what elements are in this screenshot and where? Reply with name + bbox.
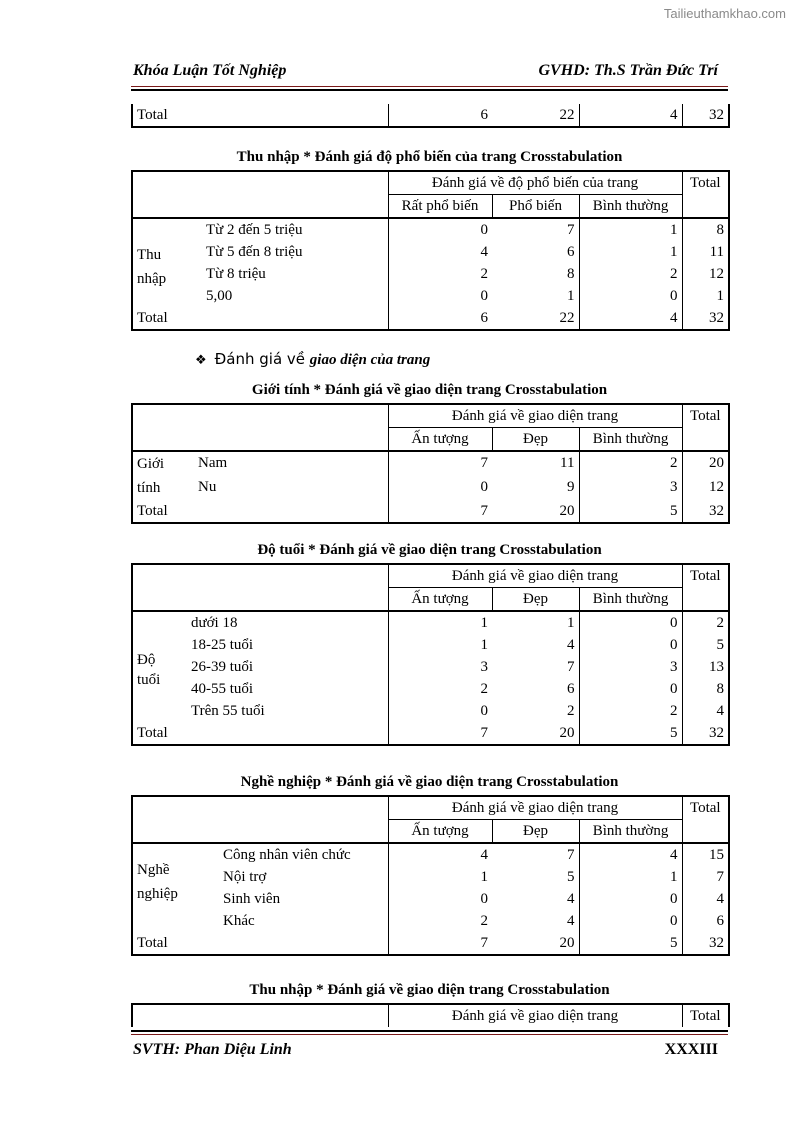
cell: 5 — [567, 869, 575, 885]
table-row — [132, 700, 729, 722]
header-rule — [131, 86, 728, 87]
crosstab-age-interface — [131, 563, 730, 746]
cell: 4 — [388, 843, 492, 866]
total-header: Total — [682, 1004, 729, 1027]
row-label: Khác — [223, 913, 255, 929]
cell: 2 — [579, 451, 682, 476]
cell: 8 — [567, 266, 575, 282]
cell: 1 — [579, 241, 682, 263]
cell: 2 — [567, 703, 575, 719]
total-header: Total — [682, 404, 729, 451]
cell: 6 — [388, 307, 492, 330]
cell: 22 — [492, 307, 579, 330]
cell: 20 — [682, 451, 729, 476]
cell: 6 — [567, 681, 575, 697]
table-row — [132, 241, 729, 263]
cell: 1 — [567, 615, 575, 631]
group-header: Đánh giá về độ phổ biến của trang — [388, 171, 682, 195]
cell: 0 — [388, 218, 492, 241]
table-title: Nghề nghiệp * Đánh giá về giao diện trang Crosstabulation — [240, 774, 619, 790]
total-label: Total — [132, 722, 388, 745]
table-title: Thu nhập * Đánh giá về giao diện trang Crosstabulation — [249, 982, 610, 998]
col-header: Rất phổ biến — [388, 195, 492, 219]
col-header: Bình thường — [579, 195, 682, 219]
header-left-title: Khóa Luận Tốt Nghiệp — [133, 62, 287, 79]
total-header: Total — [682, 564, 729, 611]
cell: 22 — [492, 104, 579, 127]
cell: 7 — [567, 222, 575, 238]
table-row — [132, 104, 729, 127]
cell: 0 — [579, 678, 682, 700]
table-total-row — [132, 307, 729, 330]
cell: 20 — [492, 500, 579, 523]
cell: 5 — [682, 634, 729, 656]
header-rule-2 — [131, 89, 728, 91]
table-row — [132, 218, 729, 241]
row-label: Từ 2 đến 5 triệu — [206, 222, 303, 238]
row-label: 18-25 tuổi — [191, 637, 254, 653]
row-label: Nội trợ — [223, 869, 267, 885]
cell: 7 — [388, 500, 492, 523]
cell: 0 — [388, 476, 492, 500]
cell: 2 — [579, 263, 682, 285]
table-row — [132, 634, 729, 656]
cell: 0 — [579, 285, 682, 307]
cell: 8 — [682, 678, 729, 700]
cell: 32 — [682, 307, 729, 330]
table-title: Độ tuổi * Đánh giá về giao diện trang Crosstabulation — [257, 542, 602, 558]
cell: 13 — [682, 656, 729, 678]
cell: 4 — [579, 843, 682, 866]
cell: 7 — [682, 866, 729, 888]
table-total-row — [132, 722, 729, 745]
cell: 7 — [388, 451, 492, 476]
cell: 1 — [388, 634, 492, 656]
col-header: Bình thường — [579, 588, 682, 612]
cell: 0 — [579, 888, 682, 910]
cell: 4 — [682, 888, 729, 910]
cell: 2 — [388, 263, 492, 285]
row-label: 26-39 tuổi — [191, 659, 254, 675]
col-header: Phổ biến — [492, 195, 579, 219]
cell: 8 — [682, 218, 729, 241]
watermark: Tailieuthamkhao.com — [663, 6, 786, 21]
table-row — [132, 611, 729, 634]
cell: 32 — [682, 932, 729, 955]
cell: 1 — [567, 288, 575, 304]
cell: 7 — [388, 932, 492, 955]
cell: 0 — [579, 910, 682, 932]
footer-rule — [131, 1030, 728, 1032]
cell: 0 — [579, 634, 682, 656]
cell: 1 — [579, 866, 682, 888]
section-heading: ❖ Đánh giá về giao diện của trang — [195, 350, 431, 368]
footer-student: SVTH: Phan Diệu Linh — [133, 1041, 292, 1058]
cell: 1 — [579, 218, 682, 241]
cell: 32 — [682, 104, 729, 127]
row-group-label: Giới tính — [132, 451, 194, 500]
row-group-label: Thu nhập — [132, 218, 202, 307]
crosstab-income-interface — [131, 1003, 730, 1027]
row-label: 5,00 — [206, 288, 233, 304]
total-label: Total — [132, 104, 388, 127]
cell: 0 — [388, 700, 492, 722]
cell: 5 — [579, 500, 682, 523]
cell: 1 — [388, 611, 492, 634]
cell: 4 — [579, 104, 682, 127]
cell: 20 — [492, 932, 579, 955]
cell: 7 — [567, 659, 575, 675]
diamond-bullet-icon: ❖ — [195, 353, 207, 368]
row-group-label: Độ tuổi — [132, 611, 187, 722]
cell: 7 — [388, 722, 492, 745]
cell: 11 — [682, 241, 729, 263]
row-label: Nam — [198, 455, 228, 471]
row-label: dưới 18 — [191, 615, 238, 631]
cell: 12 — [682, 476, 729, 500]
table-row — [132, 451, 729, 476]
table-row — [132, 476, 729, 500]
page-number: XXXIII — [664, 1041, 718, 1058]
table-row — [132, 678, 729, 700]
continued-table-total — [131, 104, 730, 128]
cell: 4 — [682, 700, 729, 722]
crosstab-occupation-interface — [131, 795, 730, 956]
total-label: Total — [132, 307, 388, 330]
group-header: Đánh giá về giao diện trang — [388, 796, 682, 820]
cell: 6 — [388, 104, 492, 127]
row-label: Trên 55 tuổi — [191, 703, 265, 719]
col-header: Bình thường — [579, 428, 682, 452]
cell: 32 — [682, 500, 729, 523]
cell: 4 — [567, 637, 575, 653]
cell: 1 — [682, 285, 729, 307]
group-header: Đánh giá về giao diện trang — [388, 564, 682, 588]
cell: 4 — [567, 913, 575, 929]
cell: 5 — [579, 932, 682, 955]
crosstab-income-popularity — [131, 170, 730, 331]
cell: 15 — [682, 843, 729, 866]
row-label: Nu — [198, 479, 217, 496]
table-header-row — [132, 171, 729, 195]
table-row — [132, 910, 729, 932]
cell: 3 — [579, 476, 682, 500]
cell: 2 — [388, 678, 492, 700]
cell: 4 — [388, 241, 492, 263]
crosstab-gender-interface — [131, 403, 730, 524]
cell: 2 — [682, 611, 729, 634]
cell: 2 — [388, 910, 492, 932]
table-header-row — [132, 564, 729, 588]
table-header-row — [132, 1004, 729, 1027]
row-label: Công nhân viên chức — [223, 847, 351, 863]
row-label: Từ 8 triệu — [206, 266, 266, 282]
table-total-row — [132, 932, 729, 955]
col-header: Bình thường — [579, 820, 682, 844]
cell: 1 — [388, 866, 492, 888]
cell: 9 — [567, 479, 575, 496]
col-header: Đẹp — [492, 588, 579, 612]
col-header: Ấn tượng — [388, 820, 492, 844]
cell: 2 — [579, 700, 682, 722]
total-label: Total — [132, 932, 388, 955]
table-header-row — [132, 404, 729, 428]
header-right-advisor: GVHD: Th.S Trần Đức Trí — [538, 62, 718, 79]
table-header-row — [132, 796, 729, 820]
group-header: Đánh giá về giao diện trang — [388, 1004, 682, 1027]
footer-rule-2 — [131, 1034, 728, 1035]
row-label: Từ 5 đến 8 triệu — [206, 244, 303, 260]
cell: 0 — [579, 611, 682, 634]
col-header: Đẹp — [492, 820, 579, 844]
cell: 6 — [567, 244, 575, 260]
table-row — [132, 263, 729, 285]
col-header: Ấn tượng — [388, 588, 492, 612]
cell: 3 — [579, 656, 682, 678]
table-row — [132, 888, 729, 910]
total-label: Total — [132, 500, 388, 523]
cell: 7 — [567, 847, 575, 863]
col-header: Đẹp — [492, 428, 579, 452]
table-title: Thu nhập * Đánh giá độ phổ biến của trang Crosstabulation — [236, 149, 623, 165]
row-label: 40-55 tuổi — [191, 681, 254, 697]
cell: 20 — [492, 722, 579, 745]
table-row — [132, 656, 729, 678]
cell: 6 — [682, 910, 729, 932]
cell: 4 — [579, 307, 682, 330]
cell: 5 — [579, 722, 682, 745]
total-header: Total — [682, 171, 729, 218]
table-title: Giới tính * Đánh giá về giao diện trang Crosstabulation — [251, 382, 608, 398]
cell: 0 — [388, 285, 492, 307]
cell: 11 — [560, 455, 575, 471]
table-total-row — [132, 500, 729, 523]
col-header: Ấn tượng — [388, 428, 492, 452]
group-header: Đánh giá về giao diện trang — [388, 404, 682, 428]
table-row — [132, 285, 729, 307]
total-header: Total — [682, 796, 729, 843]
cell: 32 — [682, 722, 729, 745]
table-row — [132, 866, 729, 888]
row-label: Sinh viên — [223, 891, 281, 907]
cell: 4 — [567, 891, 575, 907]
row-group-label: Nghề nghiệp — [132, 843, 219, 932]
cell: 12 — [682, 263, 729, 285]
table-row — [132, 843, 729, 866]
cell: 0 — [388, 888, 492, 910]
cell: 3 — [388, 656, 492, 678]
